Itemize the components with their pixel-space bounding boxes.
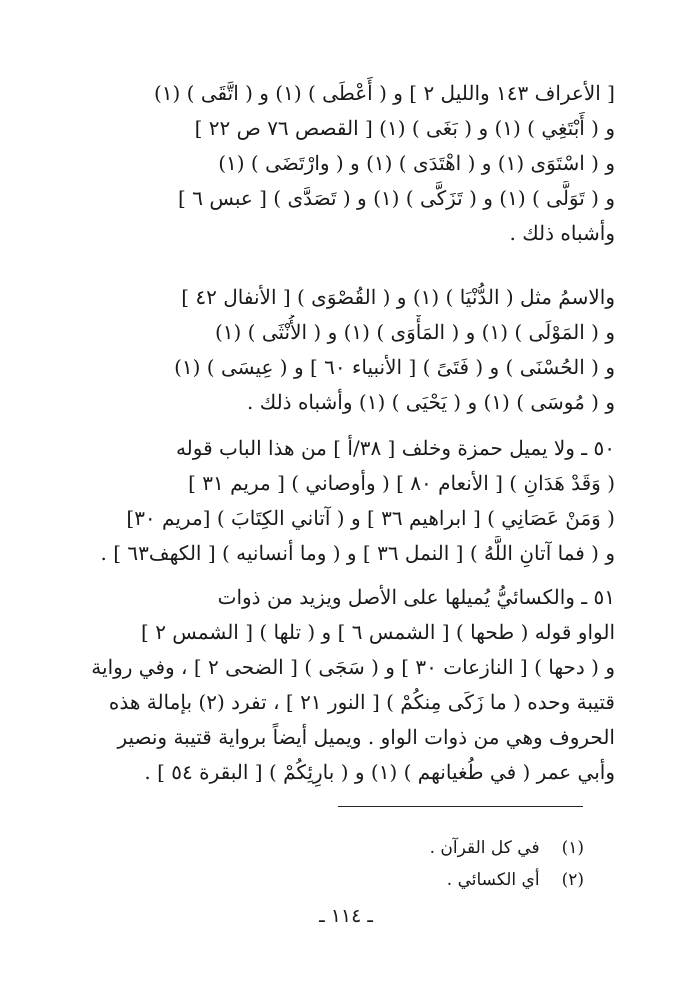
- text-line: قتيبة وحده ( ما زَكَى مِنكُمْ ) [ النور ٢١ ] ، تفرد (٢) بإمالة هذه: [108, 690, 615, 714]
- text-line: و ( مُوسَى ) (١) و ( يَحْيَى ) (١) وأشباه ذلك .: [247, 390, 615, 414]
- text-line: و ( اسْتَوَى (١) و ( اهْتَدَى ) (١) و ( وارْتَضَى ) (١): [218, 151, 615, 175]
- footnote-text: أي الكسائي .: [446, 870, 540, 890]
- text-line: ( وَقَدْ هَدَانِ ) [ الأنعام ٨٠ ] ( وأوصاني ) [ مريم ٣١ ]: [188, 471, 615, 495]
- text-line: وأبي عمر ( في طُغيانهم ) (١) و ( بارِئِكُمْ ) [ البقرة ٥٤ ] .: [144, 760, 615, 784]
- footnote-marker: (١): [561, 838, 584, 858]
- text-line: و ( أَبْتَغِي ) (١) و ( بَغَى ) (١) [ القصص ٧٦ ص ٢٢ ]: [194, 116, 615, 140]
- text-line: و ( فما آتانِ اللَّهُ ) [ النمل ٣٦ ] و ( وما أنسانيه ) [ الكهف٦٣ ] .: [100, 541, 615, 565]
- footnote: [430, 864, 584, 896]
- text-line: ٥١ ـ والكسائيُّ يُميلها على الأصل ويزيد من ذوات: [217, 585, 615, 609]
- footnotes: [430, 832, 584, 896]
- text-line: ٥٠ ـ ولا يميل حمزة وخلف [ ٣٨/أ ] من هذا الباب قوله: [175, 436, 615, 460]
- text-line: و ( تَوَلَّى ) (١) و ( تَزَكَّى ) (١) و ( تَصَدَّى ) [ عبس ٦ ]: [178, 186, 615, 210]
- text-line: [ الأعراف ١٤٣ والليل ٢ ] و ( أَعْطَى ) (١) و ( اتَّقَى ) (١): [153, 81, 615, 105]
- text-line: الواو قوله ( طحها ) [ الشمس ٦ ] و ( تلها ) [ الشمس ٢ ]: [141, 620, 615, 644]
- footnote: [430, 832, 584, 864]
- paragraph-alif-nouns: [80, 280, 615, 420]
- paragraph-alif-verbs: [80, 76, 615, 251]
- text-line: وأشباه ذلك .: [509, 221, 615, 245]
- footnote-text: في كل القرآن .: [429, 838, 540, 858]
- paragraph-section-50: [80, 431, 615, 571]
- text-line: ( وَمَنْ عَصَانِي ) [ ابراهيم ٣٦ ] و ( آتاني الكِتَابَ ) [مريم ٣٠]: [126, 506, 615, 530]
- text-line: و ( دحها ) [ النازعات ٣٠ ] و ( سَجَى ) [ الضحى ٢ ] ، وفي رواية: [91, 655, 615, 679]
- footnote-marker: (٢): [561, 870, 584, 890]
- footnote-divider: [338, 806, 583, 807]
- text-line: و ( المَوْلَى ) (١) و ( المَأْوَى ) (١) و ( الأُنْثَى ) (١): [214, 320, 615, 344]
- text-line: والاسمُ مثل ( الدُّنْيَا ) (١) و ( القُصْوَى ) [ الأنفال ٤٢ ]: [181, 285, 615, 309]
- text-line: الحروف وهي من ذوات الواو . ويميل أيضاً برواية قتيبة ونصير: [117, 725, 615, 749]
- text-line: و ( الحُسْنَى ) و ( فَتَىً ) [ الأنبياء ٦٠ ] و ( عِيسَى ) (١): [174, 355, 615, 379]
- paragraph-section-51: [80, 580, 615, 790]
- page-number: ـ ١١٤ ـ: [319, 905, 373, 927]
